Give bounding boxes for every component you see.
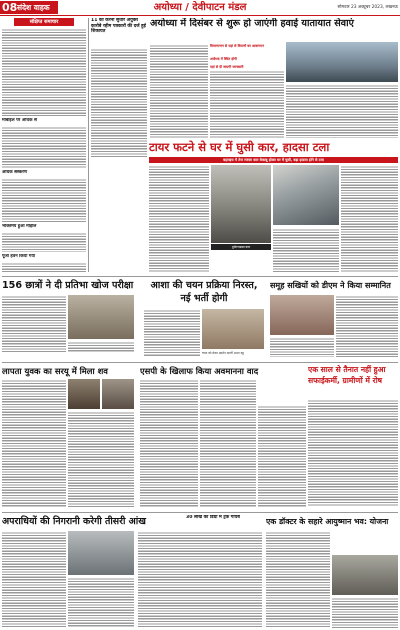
top-story-text-3 bbox=[286, 84, 398, 138]
bottom-text-3b bbox=[332, 597, 398, 628]
bullet-1: विमानपत्तन से यहां से विमानों का आवागमन bbox=[210, 44, 264, 48]
bottom-text-1b bbox=[68, 577, 134, 628]
bottom-photo-3 bbox=[332, 555, 398, 595]
lower-text-1a bbox=[2, 379, 66, 507]
middle-photo-3 bbox=[270, 295, 334, 335]
col2-headline: 11 को करना सुधार अयुक्त कारोबे रहीम पत्रकारों की दर्ज हुई शिकायत bbox=[91, 18, 146, 35]
section-rule bbox=[2, 512, 398, 513]
bottom-headline-3: 30 लाख का डिग्री में ट्रक गायब bbox=[186, 515, 240, 520]
brief-text-3 bbox=[2, 178, 86, 222]
brief-text-2 bbox=[2, 126, 86, 168]
tyre-text-1 bbox=[149, 165, 209, 272]
masthead-rule bbox=[0, 15, 400, 16]
lower-text-2a bbox=[140, 379, 198, 507]
lower-row bbox=[2, 365, 398, 509]
bullet-3: यहां से दी जाएगी जानकारी bbox=[210, 65, 244, 69]
masthead bbox=[0, 0, 400, 16]
brief-news-tag: संक्षिप्त समाचार bbox=[14, 18, 74, 26]
lower-headline-3: एक साल से तैनात नहीं हुआ सफाईकर्मी, ग्रामीणों में रोष bbox=[308, 365, 386, 385]
tyre-story bbox=[91, 140, 398, 272]
bullet-2: अयोध्या में स्थित होगी bbox=[210, 57, 237, 61]
lower-text-2b bbox=[200, 379, 256, 507]
page-number: 08 bbox=[2, 1, 18, 14]
middle-photo-caption-2: चयन को लेकर प्रदर्शन करतीं आशा बहू bbox=[202, 351, 244, 355]
tyre-headline: टायर फटने से घर में घुसी कार, हादसा टला bbox=[149, 140, 330, 154]
brief-subhead-4: पूजा हवन किया गया bbox=[2, 254, 36, 259]
bottom-text-3a bbox=[266, 531, 330, 628]
middle-text-2 bbox=[144, 309, 200, 357]
bottom-headline-1: अपराधियों की निगरानी करेगी तीसरी आंख bbox=[2, 516, 146, 527]
left-column bbox=[2, 18, 86, 272]
tyre-text-2 bbox=[273, 228, 339, 272]
middle-text-1b bbox=[68, 341, 134, 353]
brief-subhead-1: मोबाइल पर अधिक से bbox=[2, 118, 37, 123]
section-title: अयोध्या / देवीपाटन मंडल bbox=[153, 2, 247, 13]
top-story-text-2 bbox=[210, 70, 284, 138]
middle-photo-2 bbox=[202, 309, 264, 349]
column-rule bbox=[88, 18, 89, 272]
brief-subhead-3: भक्तिमय हुआ माहौल bbox=[2, 224, 37, 229]
brief-text-5 bbox=[2, 262, 86, 272]
middle-row bbox=[2, 279, 398, 359]
middle-headline-2: आशा की चयन प्रक्रिया निरस्त, नई भर्ती होगी bbox=[150, 280, 258, 304]
section-rule bbox=[2, 276, 398, 277]
bottom-row bbox=[2, 515, 398, 628]
middle-headline-3: समूह सखियों को डीएम ने किया सम्मानित bbox=[270, 281, 391, 290]
tyre-photo-1 bbox=[211, 165, 271, 243]
lower-text-3 bbox=[308, 399, 398, 507]
tyre-strap: बहराइच में तेज रफ्तार कार बेकाबू होकर घर में घुसी, बड़ा हादसा होने से टला bbox=[149, 157, 398, 163]
lower-text-2c bbox=[258, 405, 306, 507]
tyre-photo-2 bbox=[273, 165, 339, 225]
top-story-photo bbox=[286, 42, 398, 82]
bottom-text-1a bbox=[2, 531, 66, 628]
bottom-headline-2: एक डॉक्टर के सहारे आयुष्मान भव: योजना bbox=[266, 517, 389, 526]
date-line: सोमवार 23 अक्टूबर 2023, लखनऊ bbox=[337, 5, 398, 10]
lower-headline-1: लापता युवक का सरयू में मिला शव bbox=[2, 366, 108, 376]
middle-headline-1: 156 छात्रों ने दी प्रतिभा खोज परीक्षा bbox=[2, 280, 134, 291]
section-rule bbox=[2, 362, 398, 363]
brief-subhead-2: अधिक संस्करण bbox=[2, 170, 28, 175]
top-story-text-1 bbox=[150, 44, 208, 138]
tyre-photo-caption: दुर्घटनाग्रस्त कार bbox=[211, 244, 271, 250]
lower-photo-1 bbox=[68, 379, 100, 409]
top-story-headline: अयोध्या में दिसंबर से शुरू हो जाएंगी हवाई यातायात सेवाएं bbox=[150, 18, 354, 29]
tyre-text-3 bbox=[341, 165, 398, 272]
middle-photo-1 bbox=[68, 295, 134, 339]
masthead-left-bar bbox=[0, 1, 58, 14]
lower-photo-1b bbox=[102, 379, 134, 409]
brief-text-4 bbox=[2, 232, 86, 252]
bottom-text-2 bbox=[138, 531, 262, 628]
middle-text-1a bbox=[2, 295, 66, 353]
bottom-photo-1 bbox=[68, 531, 134, 575]
lower-headline-2: एसपी के खिलाफ किया अवमानना वाद bbox=[140, 366, 259, 376]
middle-text-3b bbox=[270, 337, 334, 357]
lower-text-1b bbox=[68, 411, 134, 507]
middle-text-3a bbox=[336, 295, 398, 357]
brand-name: संदेश वाहक bbox=[17, 3, 50, 12]
top-story bbox=[150, 18, 398, 138]
brief-text-1 bbox=[2, 28, 86, 116]
